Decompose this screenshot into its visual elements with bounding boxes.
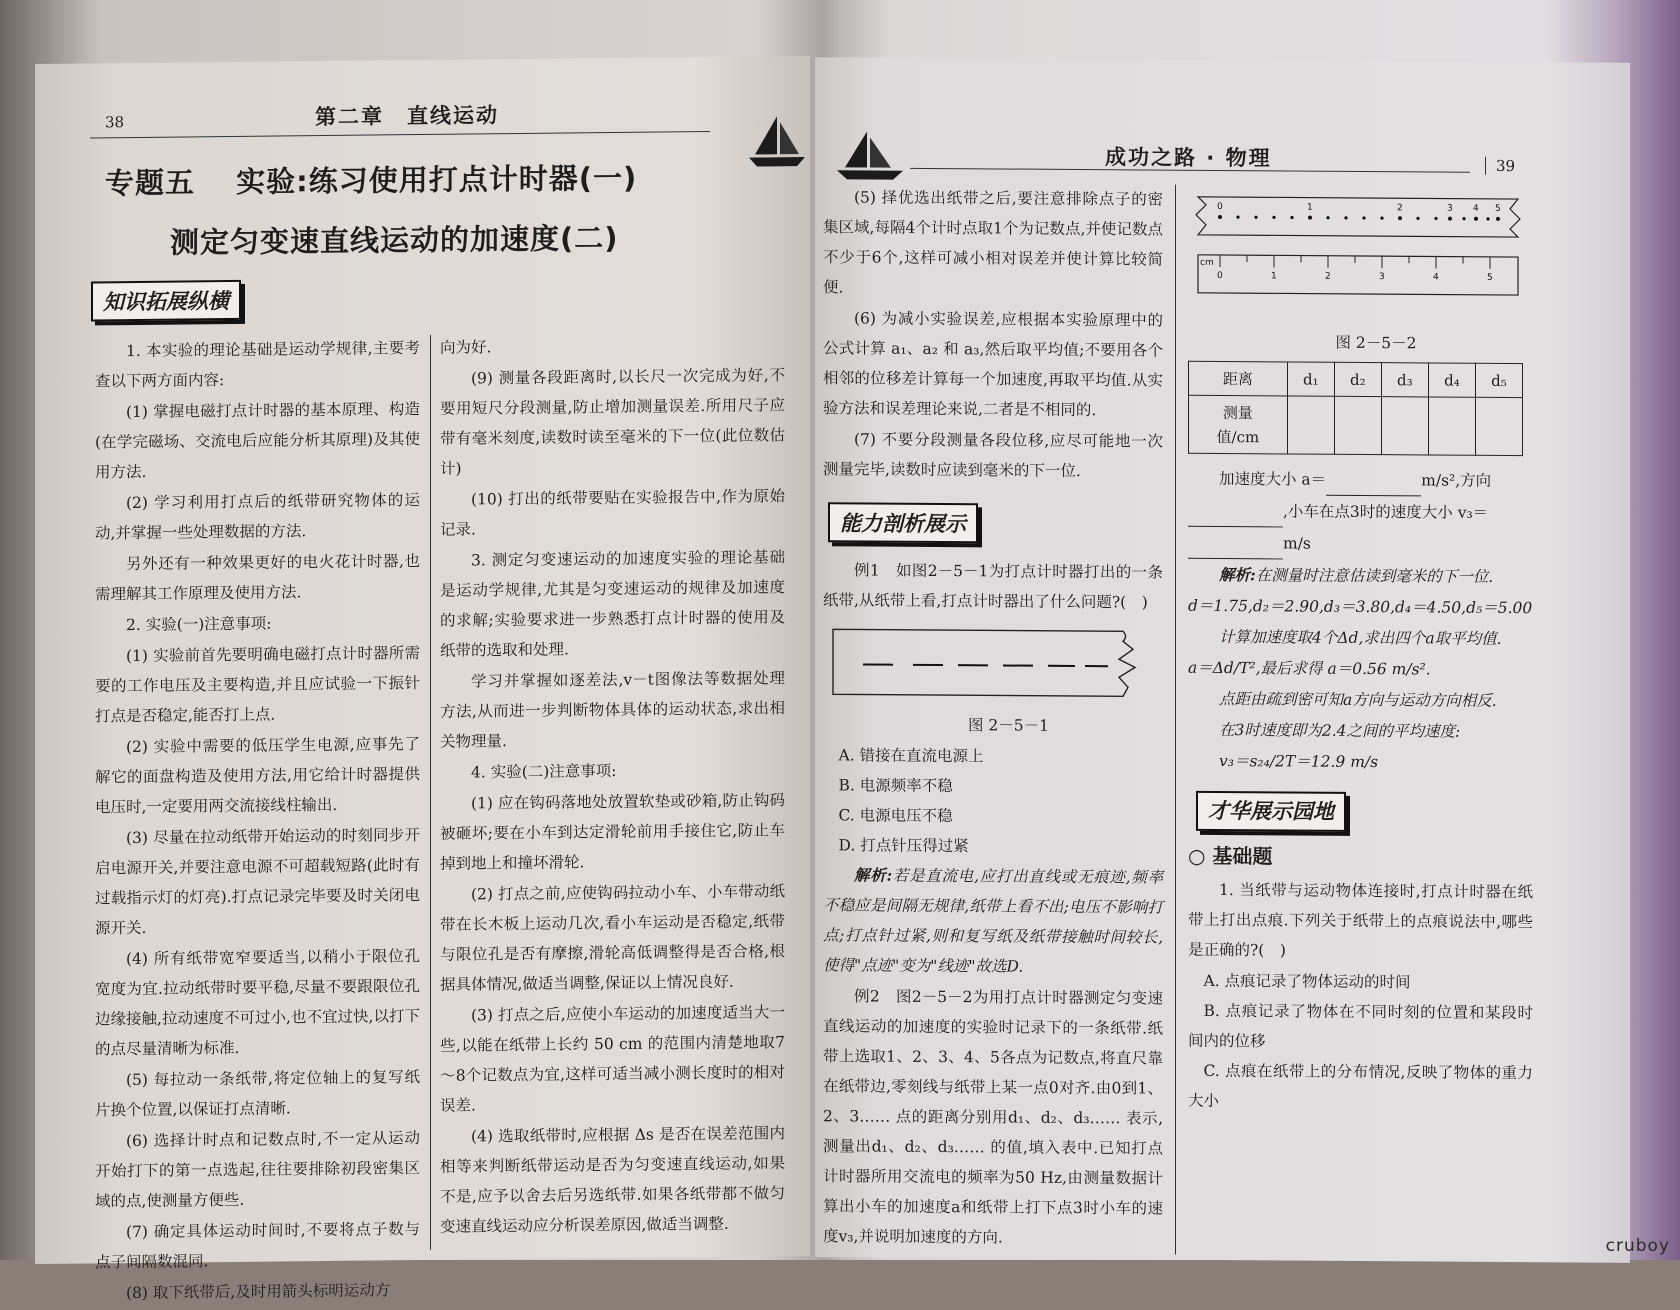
option-a: A. 错接在直流电源上 bbox=[823, 740, 1163, 772]
question-1: 1. 当纸带与运动物体连接时,打点计时器在纸带上打出点痕.下列关于纸带上的点痕说法中,哪些是正确的?( ) bbox=[1188, 875, 1533, 967]
tape-label: 0 bbox=[1217, 202, 1223, 212]
section-tag-wrap bbox=[1188, 787, 1533, 837]
running-head: 第二章 直线运动 bbox=[315, 99, 499, 131]
answer-blank[interactable] bbox=[1326, 465, 1421, 497]
paragraph: (2) 打点之前,应使钩码拉动小车、小车带动纸带在长木板上运动几次,看小车运动是否稳定,纸带与限位孔是否有摩擦,滑轮高低调整得是否合格,根据具体情况,做适当调整,保证以上情况良好. bbox=[440, 876, 785, 1000]
left-page bbox=[35, 56, 810, 1264]
right-page bbox=[815, 57, 1630, 1263]
ruler-label: 4 bbox=[1433, 272, 1439, 282]
chapter-title-line1: 专题五 实验:练习使用打点计时器(一) bbox=[105, 156, 637, 203]
tape-label: 4 bbox=[1473, 204, 1479, 214]
left-column-1 bbox=[95, 333, 420, 1309]
fill-blank-line bbox=[1188, 496, 1533, 529]
fill-blank-line bbox=[1188, 528, 1533, 561]
fill-blank-line bbox=[1188, 464, 1533, 497]
column-divider bbox=[1175, 185, 1176, 1255]
row-label-line1: 测量 bbox=[1223, 404, 1253, 422]
q1-option-b: B. 点痕记录了物体在不同时刻的位置和某段时间内的位移 bbox=[1188, 996, 1533, 1058]
example-question: 例1 如图2－5－1为打点计时器打出的一条纸带,从纸带上看,打点计时器出了什么问题?( ) bbox=[823, 555, 1163, 617]
paragraph: (9) 测量各段距离时,以长尺一次完成为好,不要用短尺分段测量,防止增加测量误差.所用尺子应带有毫米刻度,读数时读至毫米的下一位(此位数估计) bbox=[440, 360, 785, 484]
fill-prefix: 加速度大小 a＝ bbox=[1219, 470, 1326, 489]
table-header: d₅ bbox=[1475, 363, 1522, 397]
table-cell[interactable] bbox=[1287, 396, 1334, 454]
analysis-formula: a＝Δd/T²,最后求得 a＝0.56 m/s². bbox=[1188, 653, 1533, 685]
page-number: 38 bbox=[105, 113, 124, 131]
option-b: B. 电源频率不稳 bbox=[823, 770, 1163, 802]
paper-tape-figure-1 bbox=[823, 619, 1153, 711]
paragraph: (8) 取下纸带后,及时用箭头标明运动方 bbox=[95, 1275, 420, 1308]
paragraph: (1) 实验前首先要明确电磁打点计时器所需要的工作电压及主要构造,并且应试验一下振针打点是否稳定,能否打上点. bbox=[95, 638, 420, 731]
paragraph: 3. 测定匀变速运动的加速度实验的理论基础是运动学规律,尤其是匀变速运动的规律及加速度的求解;实验要求进一步熟悉打点计时器的使用及纸带的选取和处理. bbox=[440, 542, 785, 666]
chapter-title-line2: 测定匀变速直线运动的加速度(二) bbox=[170, 216, 619, 262]
analysis-line: 点距由疏到密可知a方向与运动方向相反. bbox=[1188, 684, 1533, 716]
analysis bbox=[1188, 560, 1533, 592]
paragraph: 4. 实验(二)注意事项: bbox=[440, 754, 785, 788]
sailboat-icon bbox=[747, 114, 807, 173]
paragraph: (1) 应在钩码落地处放置软垫或砂箱,防止钩码被砸坏;要在小车到达定滑轮前用手接住它,防止车掉到地上和撞坏滑轮. bbox=[440, 785, 785, 879]
table-row-label bbox=[1189, 395, 1288, 454]
section-tag-talent: 才华展示园地 bbox=[1196, 791, 1346, 832]
right-column-2 bbox=[1188, 185, 1533, 1118]
option-d: D. 打点针压得过紧 bbox=[823, 830, 1163, 862]
ruler-label: 3 bbox=[1379, 272, 1385, 282]
column-divider bbox=[430, 335, 431, 1250]
tape-label: 5 bbox=[1495, 204, 1501, 214]
answer-blank[interactable] bbox=[1188, 496, 1283, 528]
tape-label: 2 bbox=[1397, 203, 1403, 213]
paragraph: (6) 选择计时点和记数点时,不一定从运动开始打下的第一点选起,往往要排除初段密集区域的点,使测量方便些. bbox=[95, 1123, 420, 1216]
section-tag-knowledge: 知识拓展纵横 bbox=[91, 280, 241, 322]
paragraph: (5) 择优选出纸带之后,要注意排除点子的密集区域,每隔4个计时点取1个为记数点,并使记数点不少于6个,这样可减小相对误差并使计算比较简便. bbox=[823, 182, 1163, 304]
paragraph: (7) 确定具体运动时间时,不要将点子数与点子间隔数混同. bbox=[95, 1214, 420, 1277]
figure-caption: 图 2－5－2 bbox=[1188, 327, 1533, 359]
table-cell[interactable] bbox=[1381, 397, 1428, 455]
analysis-label: 解析: bbox=[1219, 565, 1256, 584]
sailboat-icon bbox=[835, 129, 905, 185]
paragraph: (4) 所有纸带宽窄要适当,以稍小于限位孔宽度为宜.拉动纸带时要平稳,尽量不要跟限位孔边缘接触,拉动速度不可过小,也不宜过快,以打下的点尽量清晰为标准. bbox=[95, 941, 420, 1064]
q1-option-a: A. 点痕记录了物体运动的时间 bbox=[1188, 966, 1533, 998]
analysis-text: 在测量时注意估读到毫米的下一位. bbox=[1256, 566, 1493, 586]
paragraph: (7) 不要分段测量各段位移,应尽可能地一次测量完毕,读数时应读到毫米的下一位. bbox=[823, 424, 1163, 486]
table-header: 距离 bbox=[1189, 361, 1288, 396]
analysis-text: 若是直流电,应打出直线或无痕迹,频率不稳应是间隔无规律,纸带上看不出;电压不影响打点;打点针过紧,则和复写纸及纸带接触时间较长,使得"点迹"变为"线迹"故选D. bbox=[823, 867, 1163, 976]
table-header: d₃ bbox=[1381, 363, 1428, 397]
paragraph: (10) 打出的纸带要贴在实验报告中,作为原始记录. bbox=[440, 481, 785, 545]
paragraph: (2) 实验中需要的低压学生电源,应事先了解它的面盘构造及使用方法,用它给计时器提供电压时,一定要用两交流接线柱输出. bbox=[95, 729, 420, 822]
fill-text: ,小车在点3时的速度大小 v₃＝ bbox=[1283, 502, 1488, 521]
example-question: 例2 图2－5－2为用打点计时器测定匀变速直线运动的加速度的实验时记录下的一条纸带.纸带上选取1、2、3、4、5各点为记数点,将直尺靠在纸带边,零刻线与纸带上某一点0对齐.由0到1、2、3…… 点的距离分别用d₁、d₂、d₃…… 表示,测量出d₁、d₂、d₃…… 的值,填入表中.已知打点计时器所用交流电的频率为50 Hz,由测量数据计算出小车的加速度a和纸带上打下点3时小车的速度v₃,并说明加速度的方向. bbox=[823, 981, 1163, 1253]
tape-label: 3 bbox=[1447, 204, 1453, 214]
fill-suffix: m/s²,方向 bbox=[1421, 471, 1491, 489]
table-cell[interactable] bbox=[1475, 397, 1522, 455]
paragraph: 向为好. bbox=[440, 329, 785, 363]
analysis-values: d＝1.75,d₂＝2.90,d₃＝3.80,d₄＝4.50,d₅＝5.00 bbox=[1188, 591, 1533, 623]
paragraph: 2. 实验(一)注意事项: bbox=[95, 607, 420, 640]
figure-caption: 图 2－5－1 bbox=[823, 709, 1163, 741]
analysis-line: 在3时速度即为2.4之间的平均速度: bbox=[1188, 715, 1533, 747]
table-header: d₄ bbox=[1428, 363, 1475, 397]
analysis-formula: v₃＝s₂₄/2T＝12.9 m/s bbox=[1188, 746, 1533, 778]
tape-ruler-figure-2 bbox=[1188, 185, 1528, 327]
q1-option-c: C. 点痕在纸带上的分布情况,反映了物体的重力大小 bbox=[1188, 1056, 1533, 1118]
right-column-1 bbox=[823, 182, 1163, 487]
paragraph: 1. 本实验的理论基础是运动学规律,主要考查以下两方面内容: bbox=[95, 333, 420, 396]
table-header: d₁ bbox=[1287, 362, 1334, 396]
page-number: 39 bbox=[1485, 157, 1515, 175]
table-cell[interactable] bbox=[1428, 397, 1475, 455]
section-tag-ability: 能力剖析展示 bbox=[828, 502, 978, 543]
option-c: C. 电源电压不稳 bbox=[823, 800, 1163, 832]
paragraph: (4) 选取纸带时,应根据 Δs 是否在误差范围内相等来判断纸带运动是否为匀变速直线运动,如果不是,应予以舍去后另选纸带.如果各纸带都不做匀变速直线运动应分析误差原因,做适当调整. bbox=[440, 1118, 785, 1242]
left-column-2 bbox=[440, 329, 785, 1243]
ruler-unit: cm bbox=[1200, 258, 1214, 268]
analysis-line: 计算加速度取4个Δd,求出四个a取平均值. bbox=[1188, 622, 1533, 654]
ruler-label: 0 bbox=[1217, 271, 1223, 281]
watermark: cruboy bbox=[1606, 1236, 1670, 1256]
analysis-label: 解析: bbox=[854, 865, 892, 884]
row-label-line2: 值/cm bbox=[1217, 427, 1260, 445]
example-1 bbox=[823, 555, 1163, 1254]
analysis bbox=[823, 860, 1163, 982]
paragraph: (5) 每拉动一条纸带,将定位轴上的复写纸片换个位置,以保证打点清晰. bbox=[95, 1062, 420, 1125]
paragraph: 另外还有一种效果更好的电火花计时器,也需理解其工作原理及使用方法. bbox=[95, 546, 420, 609]
running-head: 成功之路 · 物理 bbox=[1105, 141, 1272, 172]
ruler-label: 2 bbox=[1325, 272, 1331, 282]
paragraph: (3) 打点之后,应使小车运动的加速度适当大一些,以能在纸带上长约 50 cm 的范围内清楚地取7～8个记数点为宜,这样可适当减小测长度时的相对误差. bbox=[440, 997, 785, 1121]
tape-label: 1 bbox=[1307, 203, 1313, 213]
ruler-label: 1 bbox=[1271, 271, 1277, 281]
fill-suffix: m/s bbox=[1283, 534, 1311, 552]
paragraph: (3) 尽量在拉动纸带开始运动的时刻同步开启电源开关,并要注意电源不可超载短路(此时有过载指示灯的灯亮).打点记录完毕要及时关闭电源开关. bbox=[95, 820, 420, 943]
header-rule bbox=[90, 131, 710, 138]
paragraph: 学习并掌握如逐差法,v－t图像法等数据处理方法,从而进一步判断物体具体的运动状态,求出相关物理量. bbox=[440, 663, 785, 757]
basic-heading: ○ 基础题 bbox=[1188, 841, 1533, 873]
ruler-label: 5 bbox=[1487, 273, 1493, 283]
answer-blank[interactable] bbox=[1188, 528, 1283, 560]
paragraph: (2) 学习利用打点后的纸带研究物体的运动,并掌握一些处理数据的方法. bbox=[95, 485, 420, 548]
measurement-table bbox=[1188, 361, 1523, 456]
paragraph: (6) 为减小实验误差,应根据本实验原理中的公式计算 a₁、a₂ 和 a₃,然后取平均值;不要用各个相邻的位移差计算每一个加速度,再取平均值.从实验方法和误差理论来说,二者是不相同的. bbox=[823, 303, 1163, 425]
table-header: d₂ bbox=[1334, 362, 1381, 396]
table-cell[interactable] bbox=[1334, 396, 1381, 454]
paragraph: (1) 掌握电磁打点计时器的基本原理、构造(在学完磁场、交流电后应能分析其原理)及其使用方法. bbox=[95, 394, 420, 487]
